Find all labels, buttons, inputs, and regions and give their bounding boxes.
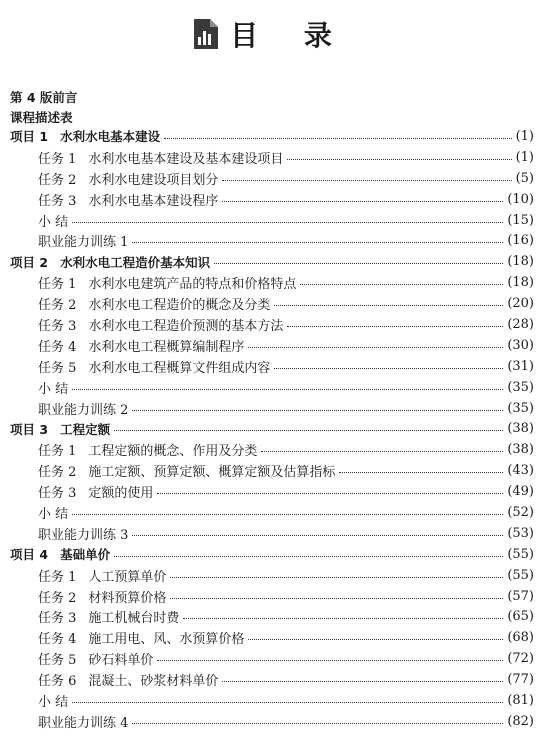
dot-leader: [164, 138, 512, 139]
page-number: (30): [507, 337, 534, 353]
page-number: (57): [507, 588, 534, 604]
dot-leader: [114, 430, 503, 431]
front-matter-preface[interactable]: 第 4 版前言: [10, 90, 78, 105]
page-number: (1): [515, 149, 534, 165]
entry-title: 工程定额: [60, 421, 111, 437]
entry-title: 水利水电工程造价的概念及分类: [88, 298, 271, 314]
entry-title: 基础单价: [60, 547, 111, 563]
entry-title: 水利水电建筑产品的特点和价格特点: [88, 277, 297, 293]
dot-leader: [214, 263, 503, 264]
entry-title: 施工定额、预算定额、概算定额及估算指标: [88, 465, 336, 481]
page-number: (68): [507, 630, 534, 646]
dot-leader: [170, 598, 503, 599]
toc-project-entry[interactable]: [0, 418, 542, 439]
dot-leader: [274, 305, 503, 306]
entry-label: 任务 5: [38, 653, 77, 669]
toc-task-entry[interactable]: [0, 460, 542, 481]
toc-task-entry[interactable]: [0, 523, 542, 544]
page-number: (31): [507, 358, 534, 374]
entry-title: 混凝土、砂浆材料单价: [88, 674, 219, 690]
entry-label: 任务 3: [38, 193, 77, 209]
dot-leader: [222, 180, 511, 181]
entry-title: 水利水电工程造价预测的基本方法: [88, 318, 284, 334]
toc-task-entry[interactable]: [0, 147, 542, 168]
toc-task-entry[interactable]: [0, 648, 542, 669]
entry-title: 职业能力训练 4: [38, 715, 129, 731]
entry-label: 任务 3: [38, 611, 77, 627]
entry-title: 小 结: [38, 694, 69, 710]
dot-leader: [274, 368, 503, 369]
page-number: (35): [507, 400, 534, 416]
dot-leader: [157, 660, 503, 661]
entry-title: 施工用电、风、水预算价格: [88, 632, 245, 648]
entry-title: 水利水电工程概算文件组成内容: [88, 360, 271, 376]
entry-title: 水利水电基本建设及基本建设项目: [88, 151, 284, 167]
entry-title: 水利水电工程造价基本知识: [60, 254, 211, 270]
dot-leader: [132, 723, 503, 724]
page-number: (81): [507, 692, 534, 708]
page-number: (55): [507, 546, 534, 562]
dot-leader: [300, 284, 503, 285]
toc-task-entry[interactable]: [0, 669, 542, 690]
toc-project-entry[interactable]: [0, 544, 542, 565]
entry-label: 任务 1: [38, 151, 77, 167]
entry-title: 小 结: [38, 214, 69, 230]
entry-label: 任务 1: [38, 277, 77, 293]
dot-leader: [339, 472, 503, 473]
toc-project-entry[interactable]: [0, 251, 542, 272]
toc-task-entry[interactable]: [0, 711, 542, 732]
page-number: (20): [507, 296, 534, 312]
page-number: (53): [507, 525, 534, 541]
toc-task-entry[interactable]: [0, 314, 542, 335]
dot-leader: [222, 201, 503, 202]
entry-title: 水利水电基本建设程序: [88, 193, 219, 209]
page-number: (18): [507, 275, 534, 291]
dot-leader: [72, 702, 503, 703]
entry-label: 任务 1: [38, 569, 77, 585]
dot-leader: [248, 639, 503, 640]
page-number: (38): [507, 421, 534, 437]
entry-title: 小 结: [38, 381, 69, 397]
toc-task-entry[interactable]: [0, 272, 542, 293]
entry-title: 职业能力训练 1: [38, 235, 129, 251]
entry-label: 任务 1: [38, 444, 77, 460]
dot-leader: [132, 410, 503, 411]
dot-leader: [248, 347, 503, 348]
entry-title: 小 结: [38, 506, 69, 522]
toc-task-entry[interactable]: [0, 439, 542, 460]
dot-leader: [72, 389, 503, 390]
page-number: (55): [507, 567, 534, 583]
page-number: (16): [507, 233, 534, 249]
entry-label: 项目 3: [10, 421, 49, 437]
page-number: (1): [515, 128, 534, 144]
entry-label: 任务 2: [38, 590, 77, 606]
dot-leader: [72, 514, 503, 515]
entry-label: 任务 4: [38, 339, 77, 355]
toc-task-entry[interactable]: [0, 502, 542, 523]
dot-leader: [114, 556, 503, 557]
entry-label: 任务 3: [38, 486, 77, 502]
dot-leader: [183, 618, 503, 619]
entry-label: 任务 6: [38, 674, 77, 690]
toc-task-entry[interactable]: [0, 293, 542, 314]
toc-task-entry[interactable]: [0, 168, 542, 189]
page-title: 目 录: [230, 19, 350, 52]
page-number: (28): [507, 316, 534, 332]
entry-title: 水利水电基本建设: [60, 129, 161, 145]
dot-leader: [287, 326, 503, 327]
toc-task-entry[interactable]: [0, 606, 542, 627]
page-number: (82): [507, 713, 534, 729]
toc-task-entry[interactable]: [0, 335, 542, 356]
entry-label: 任务 2: [38, 172, 77, 188]
entry-title: 砂石料单价: [88, 653, 154, 669]
dot-leader: [287, 159, 511, 160]
page-number: (18): [507, 254, 534, 270]
toc-task-entry[interactable]: [0, 586, 542, 607]
page-header: [0, 14, 542, 54]
toc-task-entry[interactable]: [0, 210, 542, 231]
dot-leader: [222, 681, 503, 682]
toc-task-entry[interactable]: [0, 627, 542, 648]
page-number: (72): [507, 651, 534, 667]
page-number: (49): [507, 484, 534, 500]
page-number: (35): [507, 379, 534, 395]
page-number: (10): [507, 191, 534, 207]
page-number: (77): [507, 672, 534, 688]
entry-label: 任务 4: [38, 632, 77, 648]
toc-project-entry[interactable]: [0, 126, 542, 147]
entry-title: 水利水电工程概算编制程序: [88, 339, 245, 355]
entry-title: 人工预算单价: [88, 569, 167, 585]
entry-label: 项目 4: [10, 547, 49, 563]
entry-label: 任务 2: [38, 465, 77, 481]
dot-leader: [132, 535, 503, 536]
entry-label: 任务 5: [38, 360, 77, 376]
entry-label: 任务 3: [38, 318, 77, 334]
toc-task-entry[interactable]: [0, 230, 542, 251]
page-number: (52): [507, 504, 534, 520]
page-number: (65): [507, 609, 534, 625]
dot-leader: [72, 222, 503, 223]
toc-task-entry[interactable]: [0, 356, 542, 377]
toc-task-entry[interactable]: [0, 481, 542, 502]
dot-leader: [157, 493, 503, 494]
entry-title: 职业能力训练 3: [38, 527, 129, 543]
entry-label: 任务 2: [38, 298, 77, 314]
page-number: (38): [507, 442, 534, 458]
entry-title: 工程定额的概念、作用及分类: [88, 444, 258, 460]
front-matter-course-table[interactable]: 课程描述表: [10, 110, 73, 125]
toc-task-entry[interactable]: [0, 398, 542, 419]
table-of-contents: [0, 126, 542, 732]
entry-title: 定额的使用: [88, 486, 154, 502]
toc-task-entry[interactable]: [0, 565, 542, 586]
toc-task-entry[interactable]: [0, 189, 542, 210]
entry-title: 职业能力训练 2: [38, 402, 129, 418]
toc-task-entry[interactable]: [0, 377, 542, 398]
entry-label: 项目 2: [10, 254, 49, 270]
page-number: (43): [507, 463, 534, 479]
dot-leader: [261, 451, 503, 452]
entry-title: 水利水电建设项目划分: [88, 172, 219, 188]
entry-label: 项目 1: [10, 129, 49, 145]
page-number: (5): [515, 170, 534, 186]
toc-task-entry[interactable]: [0, 690, 542, 711]
dot-leader: [170, 577, 503, 578]
entry-title: 材料预算价格: [88, 590, 167, 606]
entry-title: 施工机械台时费: [88, 611, 180, 627]
document-chart-icon: [192, 19, 218, 49]
page-number: (15): [507, 212, 534, 228]
dot-leader: [132, 242, 503, 243]
